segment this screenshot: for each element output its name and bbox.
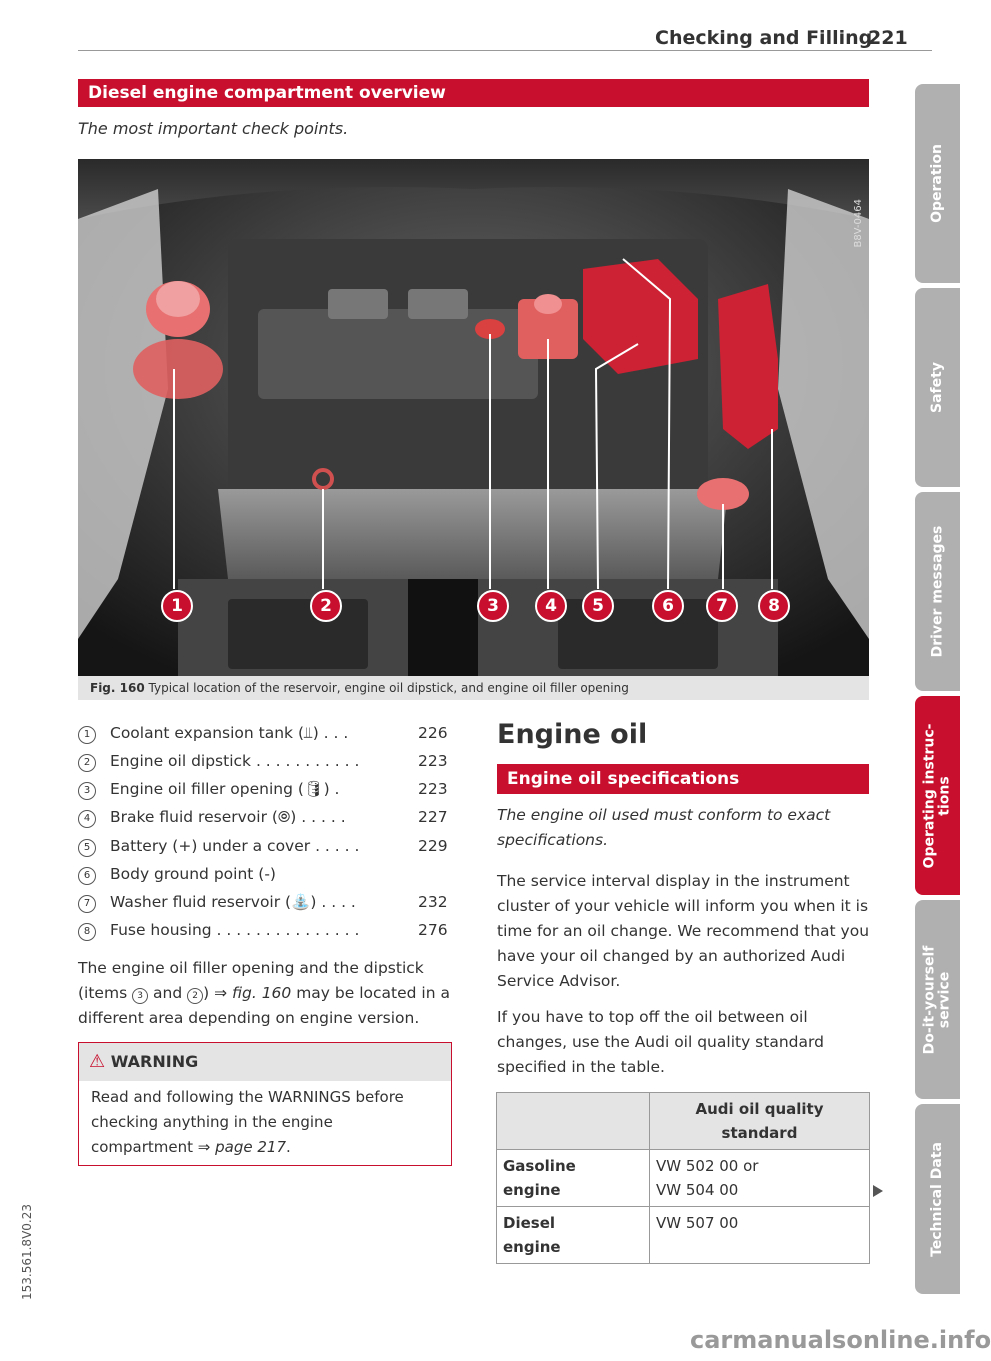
item-ref-3: 3 [132,988,148,1004]
item-number: 6 [78,867,96,885]
tab-operation[interactable] [915,84,960,283]
engine-type-line: engine [503,1181,561,1199]
checkpoint-item [78,923,458,951]
callout-7: 7 [706,590,738,622]
warning-header [79,1043,451,1081]
item-label: Engine oil filler opening (🛢) . [110,780,340,798]
table-header-empty [497,1093,650,1150]
checkpoint-item [78,754,458,782]
warning-text-end: . [286,1138,291,1156]
tab-operating-instructions[interactable] [915,696,960,895]
checkpoint-item [78,867,458,895]
table-row [497,1207,870,1264]
item-label: Body ground point (-) [110,865,276,883]
figure-caption-text: Typical location of the reservoir, engine oil dipstick, and engine oil filler opening [148,681,629,695]
figure-image-code: B8V-0464 [853,199,864,248]
item-page: 229 [418,837,448,855]
tab-label: Operation [929,144,946,223]
warning-box [78,1042,452,1166]
item-number: 2 [78,754,96,772]
item-number: 7 [78,895,96,913]
note-text: The engine oil filler opening and the dipstick (items [78,959,424,1002]
item-page: 232 [418,893,448,911]
figure-caption [78,676,869,700]
engine-oil-paragraph-1: The service interval display in the instrument cluster of your vehicle will inform you when it is time for an oil change. We recommend that you have your oil changed by an authorized Audi Service Advisor. [497,872,870,990]
tab-do-it-yourself-service[interactable] [915,900,960,1099]
item-page: 223 [418,780,448,798]
tab-label: Driver messages [929,525,945,658]
engine-illustration [78,159,869,676]
engine-oil-subheading: Engine oil specifications [507,769,740,789]
warning-body [79,1081,451,1160]
item-label: Coolant expansion tank (⫫) . . . [110,724,349,742]
oil-spec-table [496,1092,870,1264]
item-number: 5 [78,839,96,857]
tab-label: Safety [929,362,945,413]
item-page: 227 [418,808,448,826]
engine-type-cell [497,1150,650,1207]
page-link[interactable]: page 217 [215,1138,287,1156]
engine-type-line: Diesel [503,1214,556,1232]
callout-1: 1 [161,590,193,622]
standard-line: VW 504 00 [656,1181,739,1199]
table-header-cell: Audi oil quality standard [650,1093,870,1150]
note-text: may be located in a different area depending on engine version. [78,984,450,1027]
page-number: 221 [868,27,908,49]
callout-2: 2 [310,590,342,622]
note-text: ) ⇒ [203,984,232,1002]
engine-type-line: Gasoline [503,1157,576,1175]
engine-oil-subheading-bar [497,764,869,794]
item-page: 226 [418,724,448,742]
table-header-row [497,1093,870,1150]
standard-cell [650,1150,870,1207]
engine-type-cell [497,1207,650,1264]
callout-5: 5 [582,590,614,622]
tab-label: Technical Data [929,1141,945,1257]
standard-line: VW 502 00 or [656,1157,759,1175]
warning-icon: ⚠ [89,1051,106,1072]
chapter-sidebar [915,84,960,1294]
item-page: 223 [418,752,448,770]
standard-line: VW 507 00 [656,1214,739,1232]
item-page: 276 [418,921,448,939]
callout-3: 3 [477,590,509,622]
item-number: 4 [78,810,96,828]
warning-text: Read and following the WARNINGS before checking anything in the engine compartment ⇒ [91,1088,404,1156]
document-code: 153.561.8V0.23 [20,1204,34,1300]
item-label: Brake fluid reservoir (⦾) . . . . . [110,808,346,826]
checkpoint-item [78,726,458,754]
watermark: carmanualsonline.info [690,1326,991,1354]
checkpoint-item [78,810,458,838]
callout-4: 4 [535,590,567,622]
warning-title: WARNING [110,1052,199,1071]
tab-safety[interactable] [915,288,960,487]
engine-compartment-figure [78,159,869,676]
checkpoint-item [78,895,458,923]
figure-caption-label: Fig. 160 [90,681,145,695]
engine-oil-heading: Engine oil [497,719,648,750]
note-text: and [148,984,188,1002]
header-divider [78,50,932,51]
location-note [78,956,458,1031]
section-intro: The most important check points. [78,119,349,138]
continue-arrow-icon [873,1185,883,1197]
item-label: Washer fluid reservoir (⛲) . . . . [110,893,356,911]
callout-6: 6 [652,590,684,622]
item-number: 8 [78,923,96,941]
engine-type-line: engine [503,1238,561,1256]
checkpoint-item [78,782,458,810]
item-label: Fuse housing . . . . . . . . . . . . . . . [110,921,360,939]
item-number: 3 [78,782,96,800]
engine-oil-intro: The engine oil used must conform to exact specifications. [497,806,831,849]
tab-label: Do-it-yourself service [921,945,953,1054]
engine-oil-paragraph-2: If you have to top off the oil between oil changes, use the Audi oil quality standard specified in the table. [497,1008,824,1076]
checkpoint-item [78,839,458,867]
item-label: Engine oil dipstick . . . . . . . . . . . [110,752,360,770]
item-number: 1 [78,726,96,744]
section-heading-bar [78,79,869,107]
table-row [497,1150,870,1207]
tab-label: Operating instruc- tions [921,723,953,868]
item-ref-2: 2 [187,988,203,1004]
tab-driver-messages[interactable] [915,492,960,691]
callout-8: 8 [758,590,790,622]
standard-cell [650,1207,870,1264]
tab-technical-data[interactable] [915,1104,960,1294]
item-label: Battery (+) under a cover . . . . . [110,837,360,855]
section-heading: Diesel engine compartment overview [88,83,446,103]
running-header-title: Checking and Filling [655,27,873,49]
figure-link[interactable]: fig. 160 [231,984,292,1002]
